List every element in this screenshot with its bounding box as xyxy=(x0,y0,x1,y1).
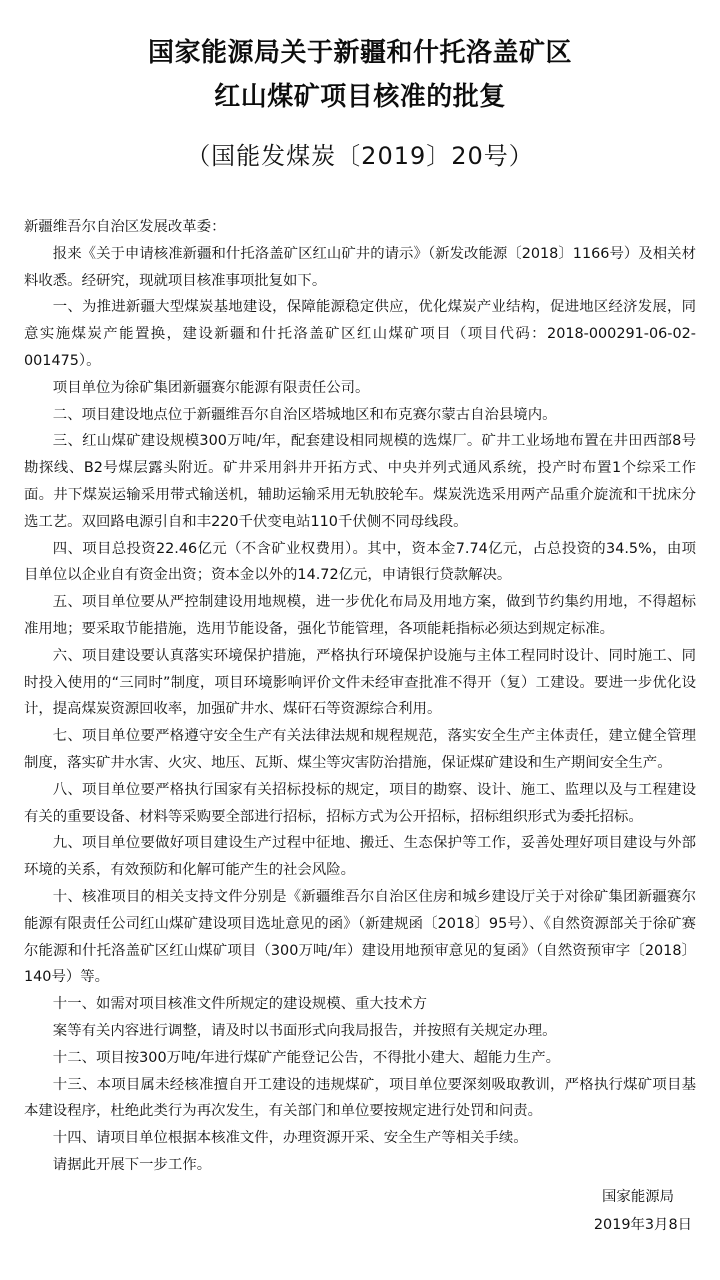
paragraph-item-3: 三、红山煤矿建设规模300万吨/年，配套建设相同规模的选煤厂。矿井工业场地布置在井田西部8号勘探线、B2号煤层露头附近。矿井采用斜井开拓方式、中央并列式通风系统，投产时布置1个综采工作面。井下煤炭运输采用带式输送机，辅助运输采用无轨胶轮车。煤炭洗选采用两产品重介旋流和干扰床分选工艺。双回路电源引自和丰220千伏变电站110千伏侧不同母线段。 xyxy=(24,433,696,530)
paragraph-preamble: 报来《关于申请核准新疆和什托洛盖矿区红山矿井的请示》（新发改能源〔2018〕1166号）及相关材料收悉。经研究，现就项目核准事项批复如下。 xyxy=(24,245,696,289)
paragraph-item-10: 十、核准项目的相关支持文件分别是《新疆维吾尔自治区住房和城乡建设厅关于对徐矿集团新疆赛尔能源有限责任公司红山煤矿建设项目选址意见的函》（新建规函〔2018〕95号）、《自然资源部关于徐矿赛尔能源和什托洛盖矿区红山煤矿项目（300万吨/年）建设用地预审意见的复函》（自然资预审字〔2018〕140号）等。 xyxy=(24,888,696,986)
paragraph-item-11-part-1: 十一、如需对项目核准文件所规定的建设规模、重大技术方 xyxy=(52,996,427,1013)
document-title-line-2: 红山煤矿项目核准的批复 xyxy=(214,82,506,112)
document-title-line-1: 国家能源局关于新疆和什托洛盖矿区 xyxy=(147,38,572,68)
document-number: （国能发煤炭〔2019〕20号） xyxy=(186,142,534,170)
paragraph-item-2: 二、项目建设地点位于新疆维吾尔自治区塔城地区和布克赛尔蒙古自治县境内。 xyxy=(52,406,557,423)
paragraph-item-9: 九、项目单位要做好项目建设生产过程中征地、搬迁、生态保护等工作，妥善处理好项目建设与外部环境的关系，有效预防和化解可能产生的社会风险。 xyxy=(24,835,696,879)
paragraph-closing: 请据此开展下一步工作。 xyxy=(52,1156,212,1173)
paragraph-item-4: 四、项目总投资22.46亿元（不含矿业权费用）。其中，资本金7.74亿元，占总投资的34.5%，由项目单位以企业自有资金出资；资本金以外的14.72亿元，申请银行贷款解决。 xyxy=(24,540,696,584)
paragraph-item-6: 六、项目建设要认真落实环境保护措施，严格执行环境保护设施与主体工程同时设计、同时施工、同时投入使用的“三同时”制度，项目环境影响评价文件未经审查批准不得开（复）工建设。要进一步优化设计，提高煤炭资源回收率，加强矿井水、煤矸石等资源综合利用。 xyxy=(24,647,696,718)
paragraph-item-1: 一、为推进新疆大型煤炭基地建设，保障能源稳定供应，优化煤炭产业结构，促进地区经济发展，同意实施煤炭产能置换，建设新疆和什托洛盖矿区红山煤矿项目（项目代码：2018-000291-06-02-001475）。 xyxy=(24,299,696,369)
signature-date: 2019年3月8日 xyxy=(593,1217,692,1233)
document-body xyxy=(24,214,696,1179)
salutation: 新疆维吾尔自治区发展改革委： xyxy=(24,219,226,235)
paragraph-item-14: 十四、请项目单位根据本核准文件，办理资源开采、安全生产等相关手续。 xyxy=(52,1130,528,1147)
paragraph-item-7: 七、项目单位要严格遵守安全生产有关法律法规和规程规范，落实安全生产主体责任，建立健全管理制度，落实矿井水害、火灾、地压、瓦斯、煤尘等灾害防治措施，保证煤矿建设和生产期间安全生产。 xyxy=(24,728,696,771)
signature-organization: 国家能源局 xyxy=(602,1189,674,1205)
paragraph-item-5: 五、项目单位要从严控制建设用地规模，进一步优化布局及用地方案，做到节约集约用地，不得超标准用地；要采取节能措施，选用节能设备，强化节能管理，各项能耗指标必须达到规定标准。 xyxy=(24,594,696,637)
paragraph-item-11-part-2: 案等有关内容进行调整，请及时以书面形式向我局报告，并按照有关规定办理。 xyxy=(52,1022,557,1039)
paragraph-item-12: 十二、项目按300万吨/年进行煤矿产能登记公告，不得批小建大、超能力生产。 xyxy=(52,1049,561,1066)
paragraph-project-unit: 项目单位为徐矿集团新疆赛尔能源有限责任公司。 xyxy=(52,379,370,396)
paragraph-item-8: 八、项目单位要严格执行国家有关招标投标的规定，项目的勘察、设计、施工、监理以及与工程建设有关的重要设备、材料等采购要全部进行招标，招标方式为公开招标，招标组织形式为委托招标。 xyxy=(24,781,696,825)
paragraph-item-13: 十三、本项目属未经核准擅自开工建设的违规煤矿，项目单位要深刻吸取教训，严格执行煤矿项目基本建设程序，杜绝此类行为再次发生，有关部门和单位要按规定进行处罚和问责。 xyxy=(24,1076,696,1120)
